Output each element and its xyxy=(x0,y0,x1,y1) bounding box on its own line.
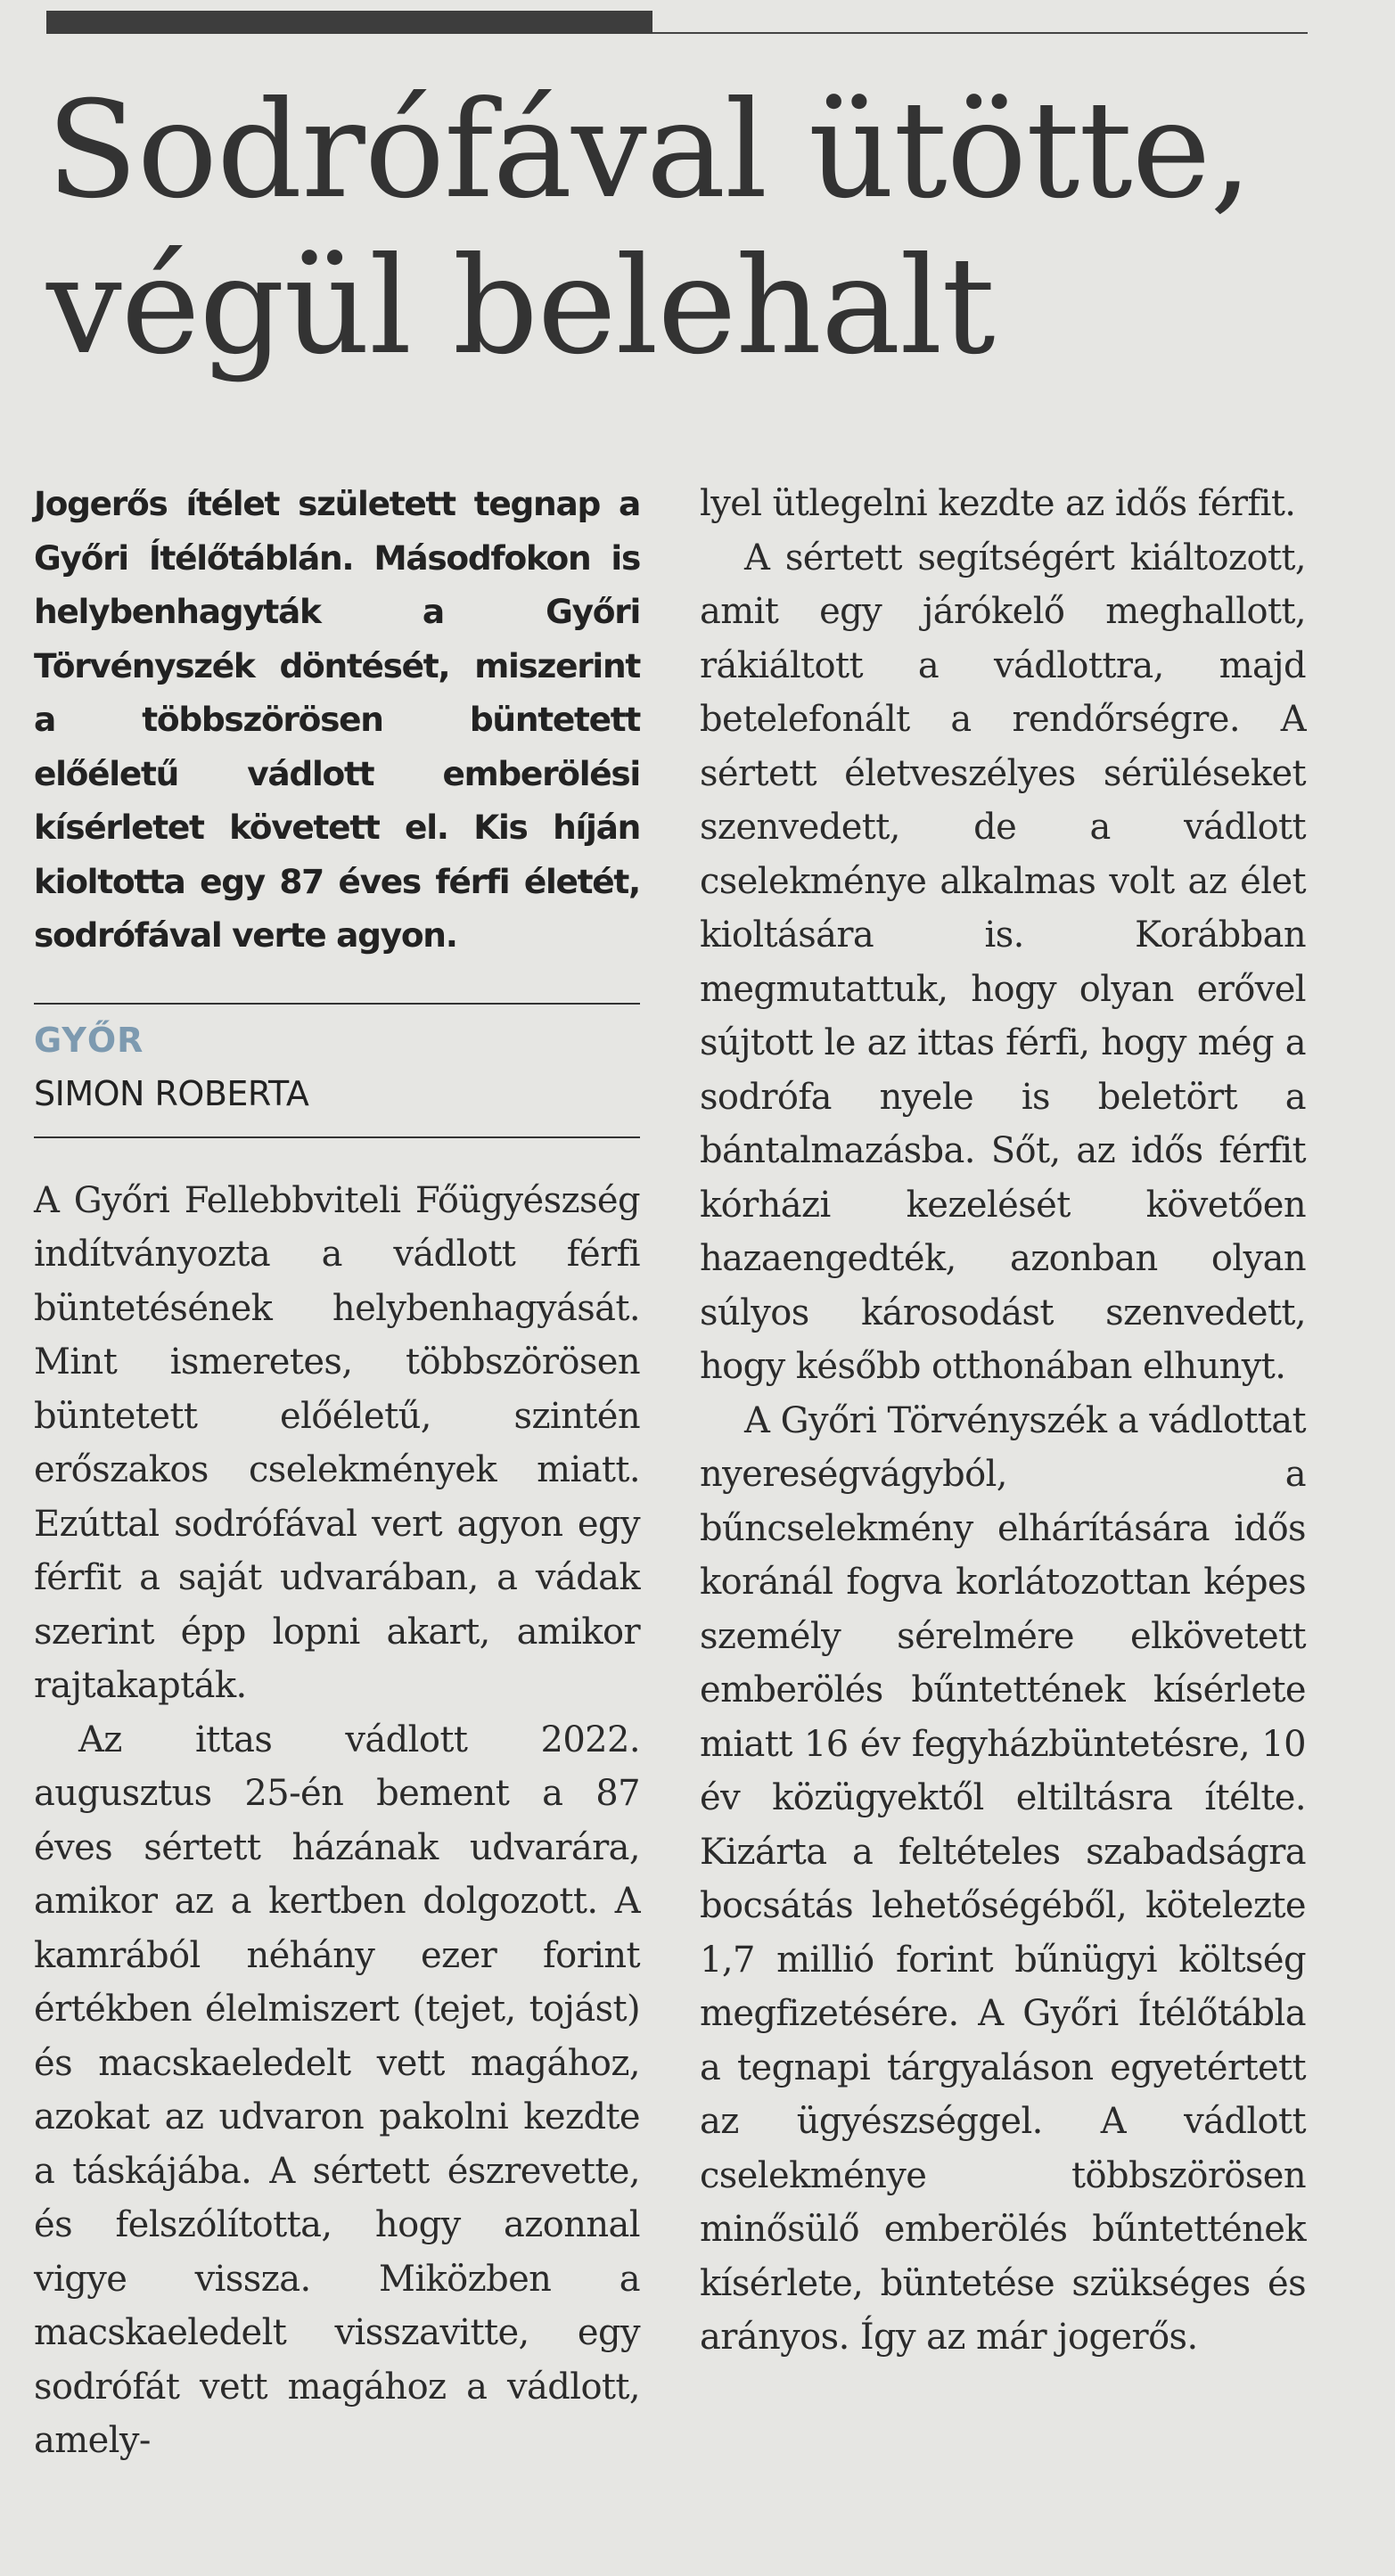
body-paragraph-1: A Győri Fellebbviteli Főügyészség indítványozta a vádlott férfi büntetésének helybenhagyását. Mint ismeretes, többszörösen büntetett előéletű, szintén erőszakos cselekmények miatt. Ezúttal sodrófával vert agyon egy férfit a saját udvarában, a vádak szerint épp lopni akart, amikor rajtakapták. xyxy=(34,1179,640,1706)
headline: Sodrófával ütötte, végül belehalt xyxy=(46,73,1252,384)
byline-place: GYŐR xyxy=(34,1020,144,1060)
article-body-right xyxy=(700,477,1306,2365)
article-body-left xyxy=(34,1174,640,2468)
left-column xyxy=(34,477,640,2468)
byline-rule-bottom xyxy=(34,1136,640,1138)
body-paragraph-2-continued: lyel ütlegelni kezdte az idős férfit. xyxy=(700,483,1296,524)
top-rule xyxy=(652,32,1308,34)
body-paragraph-3: A sértett segítségért kiáltozott, amit egy járókelő meghallott, rákiáltott a vádlottra, majd betelefonált a rendőrségre. A sértett életveszélyes sérüléseket szenvedett, de a vádlott cselekménye alkalmas volt az élet kioltására is. Korábban megmutattuk, hogy olyan erővel sújtott le az ittas férfi, hogy még a sodrófa nyele is beletört a bántalmazásba. Sőt, az idős férfit kórházi kezelését követően hazaengedték, azonban olyan súlyos károsodást szenvedett, hogy később otthonában elhunyt. xyxy=(700,537,1306,1387)
top-bar xyxy=(46,11,652,34)
body-paragraph-4: A Győri Törvényszék a vádlottat nyereségvágyból, a bűncselekmény elhárítására idős koránál fogva korlátozottan képes személy sérelmére elkövetett emberölés bűntettének kísérlete miatt 16 év fegyházbüntetésre, 10 év közügyektől eltiltásra ítélte. Kizárta a feltételes szabadságra bocsátás lehetőségéből, kötelezte 1,7 millió forint bűnügyi költség megfizetésére. A Győri Ítélőtábla a tegnapi tárgyaláson egyetértett az ügyészséggel. A vádlott cselekménye többszörösen minősülő emberölés bűntettének kísérlete, büntetése szükséges és arányos. Így az már jogerős. xyxy=(700,1399,1306,2358)
right-column xyxy=(700,477,1306,2365)
body-paragraph-2: Az ittas vádlott 2022. augusztus 25-én bement a 87 éves sértett házának udvarára, amikor az a kertben dolgozott. A kamrából néhány ezer forint értékben élelmiszert (tejet, tojást) és macskaeledelt vett magához, azokat az udvaron pakolni kezdte a táskájába. A sértett észrevette, és felszólította, hogy azonnal vigye vissza. Miközben a macskaeledelt visszavitte, egy sodrófát vett magához a vádlott, amely- xyxy=(34,1719,640,2461)
lead-paragraph: Jogerős ítélet született tegnap a Győri Ítélőtáblán. Másodfokon is helybenhagyták a Győri Törvényszék döntését, miszerint a többszörösen büntetett előéletű vádlott emberölési kísérletet követett el. Kis híján kioltotta egy 87 éves férfi életét, sodrófával verte agyon. xyxy=(34,484,640,955)
byline-author: SIMON ROBERTA xyxy=(34,1073,309,1113)
byline-rule-top xyxy=(34,1003,640,1005)
